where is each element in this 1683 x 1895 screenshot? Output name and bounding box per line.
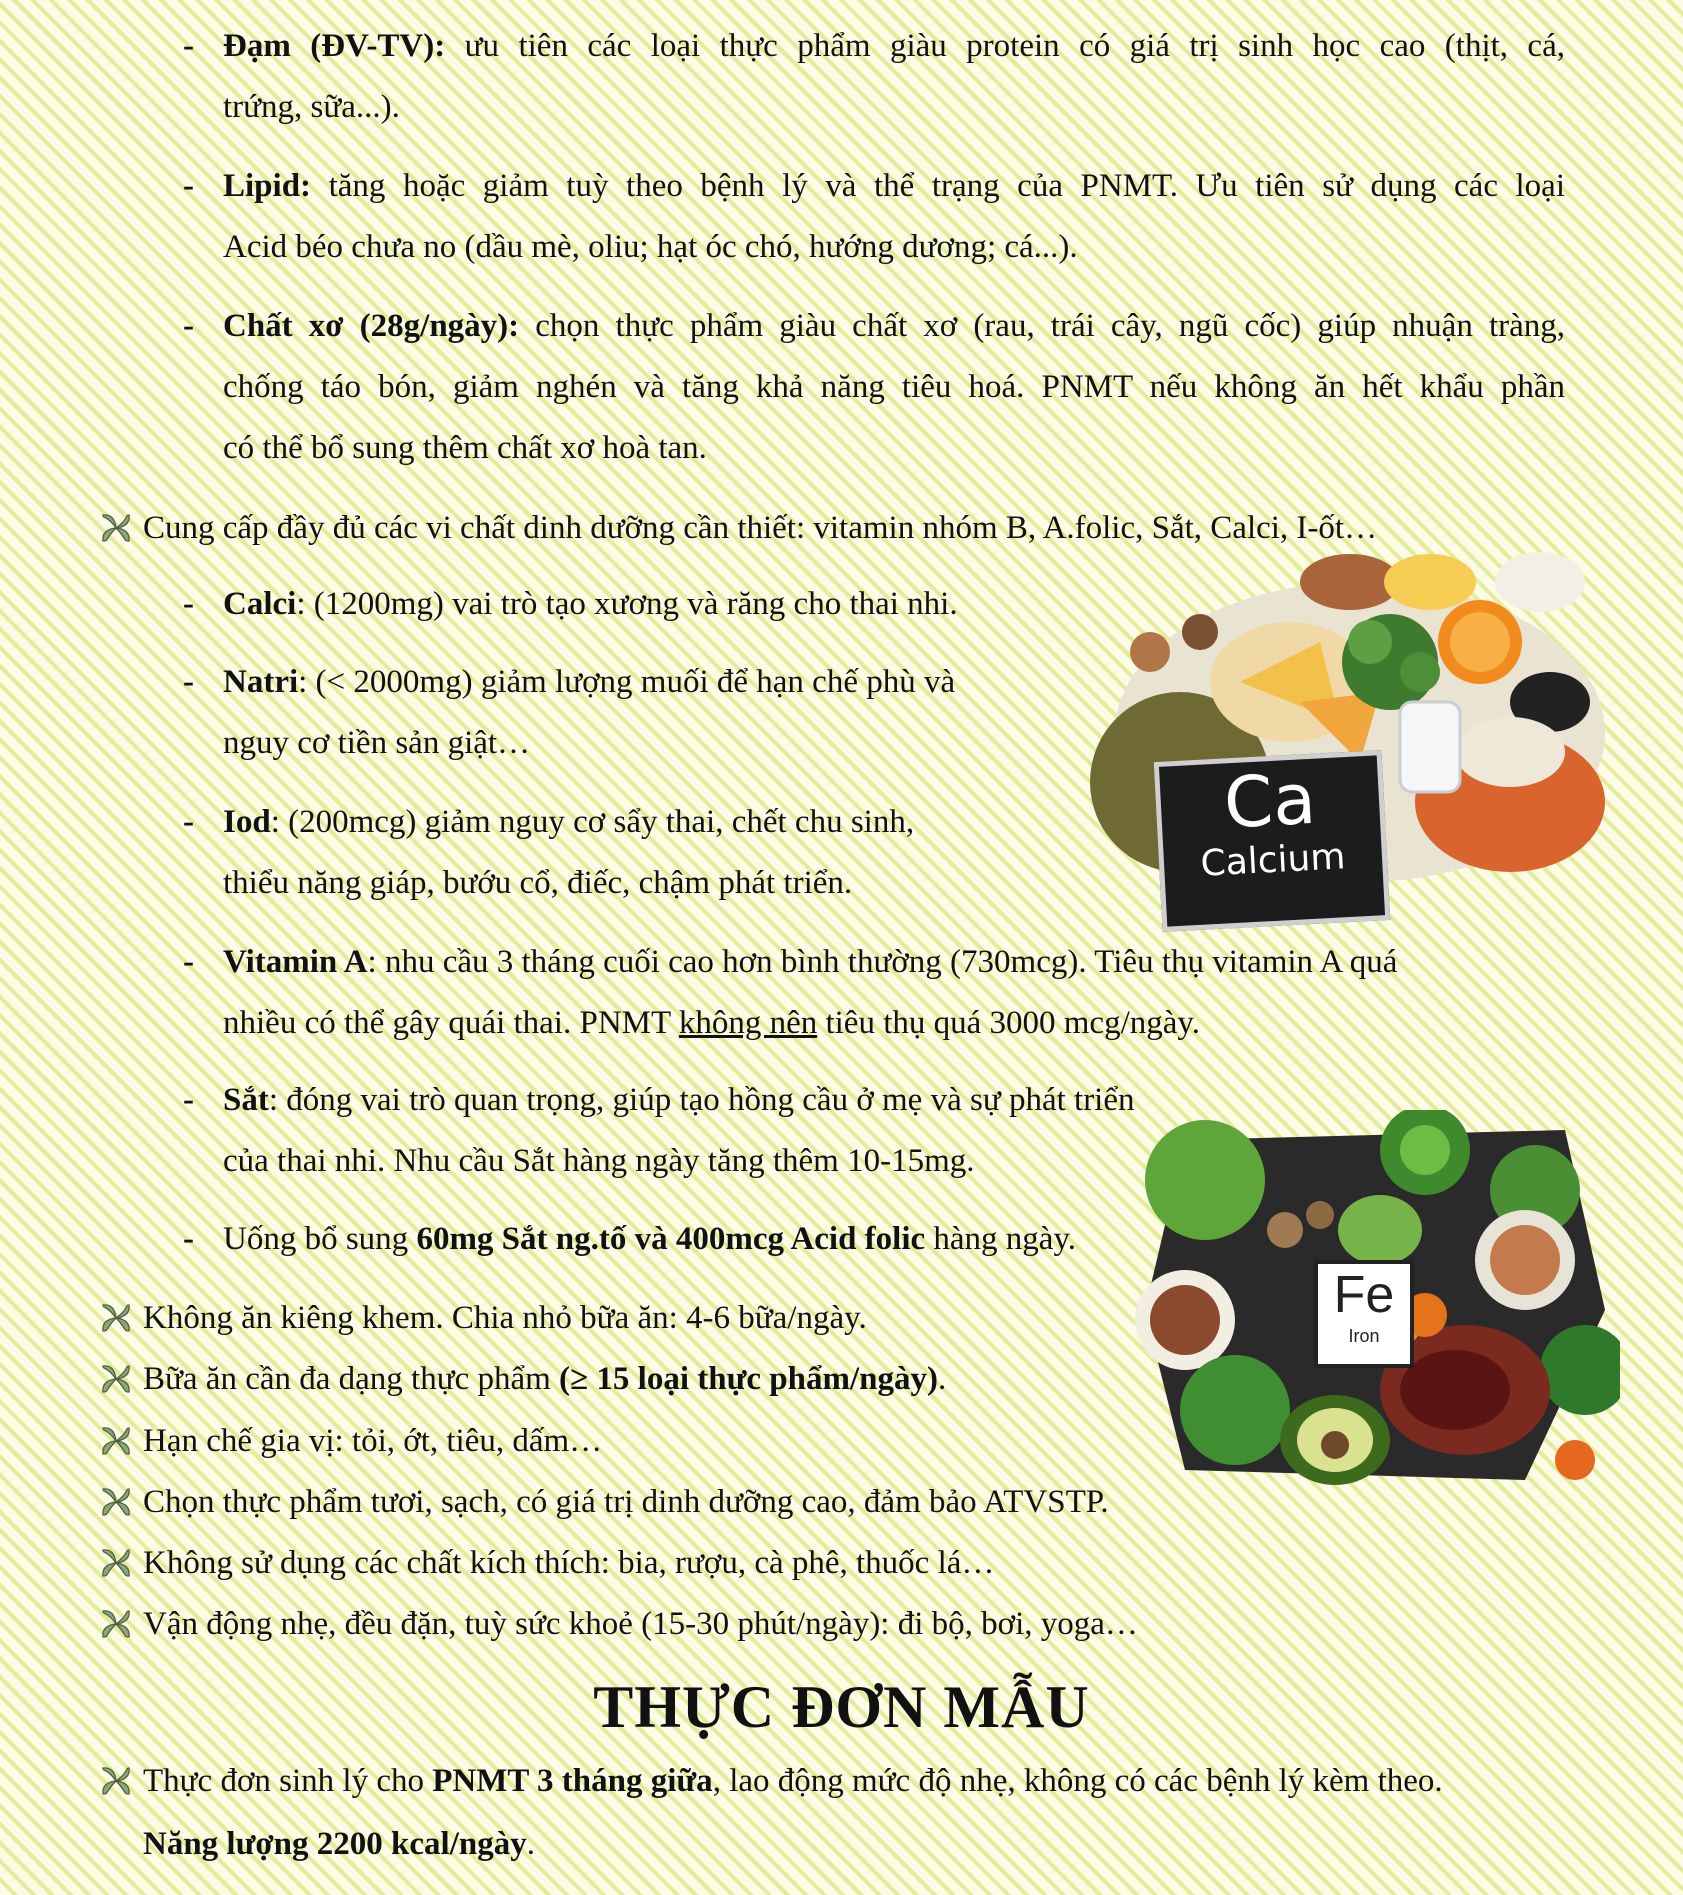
macro-lipid-line1: Lipid: tăng hoặc giảm tuỳ theo bệnh lý và thể trạng của PNMT. Ưu tiên sử dụng các loại xyxy=(223,168,1565,204)
calcium-chalkboard xyxy=(1154,750,1391,932)
iron-element-tile xyxy=(1314,1260,1414,1368)
leaf-bullet-icon xyxy=(101,1609,131,1639)
micro-iron-line1: Sắt: đóng vai trò quan trọng, giúp tạo hồng cầu ở mẹ và sự phát triển xyxy=(223,1082,1135,1118)
leaf-bullet-icon xyxy=(101,1426,131,1456)
macro-fiber-line3: có thể bổ sung thêm chất xơ hoà tan. xyxy=(223,430,707,466)
tip-variety: Bữa ăn cần đa dạng thực phẩm (≥ 15 loại thực phẩm/ngày). xyxy=(143,1361,947,1397)
bullet-dash: - xyxy=(183,1082,194,1118)
micro-vita-line2: nhiều có thể gây quái thai. PNMT không nên tiêu thụ quá 3000 mcg/ngày. xyxy=(223,1005,1201,1041)
bullet-dash: - xyxy=(183,804,194,840)
macro-protein-line1: Đạm (ĐV-TV): ưu tiên các loại thực phẩm giàu protein có giá trị sinh học cao (thịt, cá, xyxy=(223,28,1565,64)
tip-fresh-food: Chọn thực phẩm tươi, sạch, có giá trị dinh dưỡng cao, đảm bảo ATVSTP. xyxy=(143,1484,1109,1520)
macro-fiber-line1: Chất xơ (28g/ngày): chọn thực phẩm giàu chất xơ (rau, trái cây, ngũ cốc) giúp nhuận tràng, xyxy=(223,308,1565,344)
leaf-bullet-icon xyxy=(101,513,131,543)
leaf-bullet-icon xyxy=(101,1548,131,1578)
leaf-bullet-icon xyxy=(101,1303,131,1333)
macro-lipid-line2: Acid béo chưa no (dầu mè, oliu; hạt óc chó, hướng dương; cá...). xyxy=(223,229,1078,265)
micro-calcium: Calci: (1200mg) vai trò tạo xương và răng cho thai nhi. xyxy=(223,586,958,622)
calcium-word: Calcium xyxy=(1199,836,1347,885)
micro-natri-line2: nguy cơ tiền sản giật… xyxy=(223,725,531,761)
leaf-bullet-icon xyxy=(101,1487,131,1517)
bullet-dash: - xyxy=(183,308,194,344)
bullet-dash: - xyxy=(183,1221,194,1257)
bullet-dash: - xyxy=(183,944,194,980)
micro-iod-line1: Iod: (200mcg) giảm nguy cơ sẩy thai, chết chu sinh, xyxy=(223,804,915,840)
tip-exercise: Vận động nhẹ, đều đặn, tuỳ sức khoẻ (15-30 phút/ngày): đi bộ, bơi, yoga… xyxy=(143,1606,1138,1642)
macro-fiber-line2: chống táo bón, giảm nghén và tăng khả năng tiêu hoá. PNMT nếu không ăn hết khẩu phần xyxy=(223,369,1565,405)
calcium-symbol: Ca xyxy=(1221,757,1318,845)
leaf-bullet-icon xyxy=(101,1766,131,1796)
macro-protein-line2: trứng, sữa...). xyxy=(223,89,400,125)
tip-spices: Hạn chế gia vị: tỏi, ớt, tiêu, dấm… xyxy=(143,1423,603,1459)
micro-iod-line2: thiểu năng giáp, bướu cổ, điếc, chậm phát triển. xyxy=(223,865,853,901)
tip-stimulants: Không sử dụng các chất kích thích: bia, rượu, cà phê, thuốc lá… xyxy=(143,1545,995,1581)
menu-description-line2: Năng lượng 2200 kcal/ngày. xyxy=(143,1826,535,1862)
bullet-dash: - xyxy=(183,586,194,622)
section-title: THỰC ĐƠN MẪU xyxy=(593,1674,1090,1740)
leaf-bullet-icon xyxy=(101,1364,131,1394)
bullet-dash: - xyxy=(183,168,194,204)
bullet-dash: - xyxy=(183,664,194,700)
bullet-dash: - xyxy=(183,28,194,64)
micro-supplement: Uống bổ sung 60mg Sắt ng.tố và 400mcg Acid folic hàng ngày. xyxy=(223,1221,1077,1257)
micro-iron-line2: của thai nhi. Nhu cầu Sắt hàng ngày tăng thêm 10-15mg. xyxy=(223,1143,975,1179)
micronutrient-intro: Cung cấp đầy đủ các vi chất dinh dưỡng cần thiết: vitamin nhóm B, A.folic, Sắt, Calci, I-ốt… xyxy=(143,510,1378,546)
iron-word: Iron xyxy=(1348,1326,1380,1346)
menu-description-line1: Thực đơn sinh lý cho PNMT 3 tháng giữa, lao động mức độ nhẹ, không có các bệnh lý kèm theo. xyxy=(143,1763,1443,1799)
micro-natri-line1: Natri: (< 2000mg) giảm lượng muối để hạn chế phù và xyxy=(223,664,956,700)
tip-meals: Không ăn kiêng khem. Chia nhỏ bữa ăn: 4-6 bữa/ngày. xyxy=(143,1300,867,1336)
iron-symbol: Fe xyxy=(1333,1266,1395,1324)
micro-vita-line1: Vitamin A: nhu cầu 3 tháng cuối cao hơn bình thường (730mcg). Tiêu thụ vitamin A quá xyxy=(223,944,1398,980)
